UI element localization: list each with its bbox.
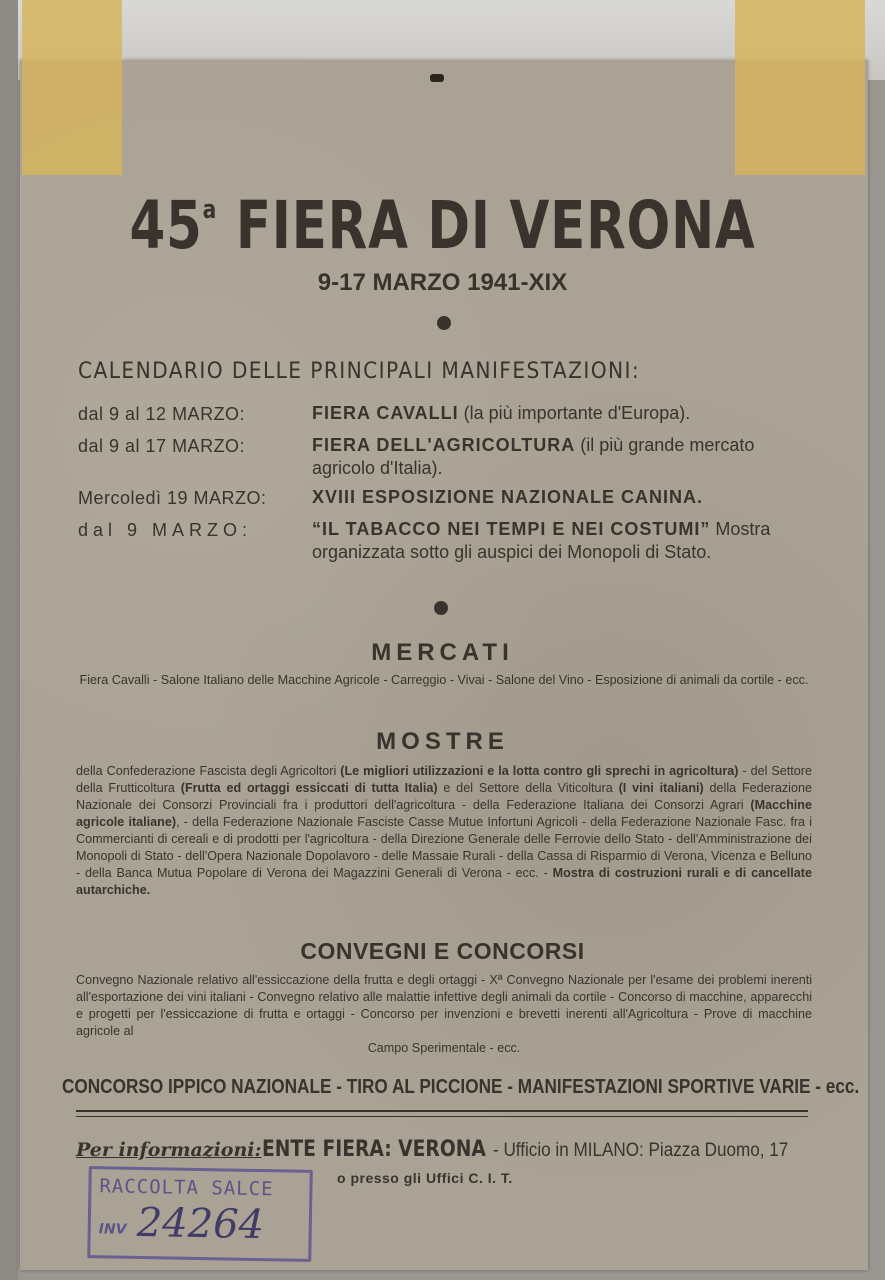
calendar-event: “IL TABACCO NEI TEMPI E NEI COSTUMI” Mostra organizzata sotto gli auspici dei Monopoli di Stato. xyxy=(312,519,771,562)
archive-stamp xyxy=(87,1166,313,1262)
mercati-text: Fiera Cavalli - Salone Italiano delle Macchine Agricole - Carreggio - Vivai - Salone del Vino - Esposizione di animali da cortile - ecc. xyxy=(79,673,809,687)
calendar-event: FIERA DELL'AGRICOLTURA (il più grande mercato agricolo d'Italia). xyxy=(312,435,755,478)
adhesive-tape-right xyxy=(735,0,865,175)
calendar-date-label: dal 9 MARZO: xyxy=(78,520,253,540)
calendar-heading: CALENDARIO DELLE PRINCIPALI MANIFESTAZIONI: xyxy=(78,359,641,384)
pin-hole xyxy=(430,74,444,82)
mostre-heading: MOSTRE xyxy=(376,728,509,755)
divider-rule xyxy=(76,1110,808,1112)
stamp-inv-label: INV xyxy=(98,1221,127,1238)
bullet-ornament xyxy=(437,316,451,330)
convegni-heading: CONVEGNI E CONCORSI xyxy=(300,938,585,964)
poster-title: 45$^a$ FIERA DI VERONA xyxy=(129,187,756,264)
info-presso: o presso gli Uffici C. I. T. xyxy=(337,1170,513,1186)
convegni-text: Convegno Nazionale relativo all'essiccazione della frutta e degli ortaggi - Xª Convegno Nazionale per l'esame dei problemi inerenti all'esportazione dei vini italiani - Convegno relativo alle malattie infettive degli animali da cortile - Concorso di macchine, apparecchi e progetti per l'essiccazione di frutta e ortaggi - Concorso per invenzioni e brevetti inerenti all'Agricoltura - Prove di macchine agricole al Campo Sperimentale - ecc. xyxy=(76,973,812,1055)
calendar-event: XVIII ESPOSIZIONE NAZIONALE CANINA. xyxy=(312,487,704,507)
calendar-event: FIERA CAVALLI (la più importante d'Europa). xyxy=(312,403,691,423)
info-line: Per informazioni:ENTE FIERA: VERONA- Ufficio in MILANO: Piazza Duomo, 17 xyxy=(76,1137,789,1162)
calendar-date-label: dal 9 al 12 MARZO: xyxy=(78,404,246,424)
stamp-inventory-number: 24264 xyxy=(136,1199,265,1249)
mercati-heading: MERCATI xyxy=(371,639,514,666)
calendar-date-label: Mercoledì 19 MARZO: xyxy=(78,488,267,508)
adhesive-tape-left xyxy=(22,0,122,175)
poster-dates: 9-17 MARZO 1941-XIX xyxy=(317,269,568,296)
divider-rule xyxy=(76,1116,808,1117)
concorso-line: CONCORSO IPPICO NAZIONALE - TIRO AL PICCIONE - MANIFESTAZIONI SPORTIVE VARIE - ecc. xyxy=(61,1076,860,1098)
bullet-ornament xyxy=(434,601,448,615)
calendar-date-label: dal 9 al 17 MARZO: xyxy=(78,436,246,456)
stamp-collection-text: RACCOLTA SALCE xyxy=(99,1175,274,1201)
mostre-text: della Confederazione Fascista degli Agricoltori (Le migliori utilizzazioni e la lotta contro gli sprechi in agricoltura) - del Settore della Frutticoltura (Frutta ed ortaggi essiccati di tutta Italia) e del Settore della Viticoltura (I vini italiani) della Federazione Nazionale dei Consorzi Provinciali fra i produttori dell'agricoltura - della Federazione Italiana dei Consorzi Agrari (Macchine agricole italiane), - della Federazione Nazionale Fasciste Casse Mutue Infortuni Agricoli - della Federazione Nazionale Fasc. fra i Commercianti di cereali e di prodotti per l'agricoltura - della Direzione Generale delle Ferrovie dello Stato - dell'Amministrazione dei Monopoli di Stato - dell'Opera Nazionale Dopolavoro - delle Massaie Rurali - della Cassa di Risparmio di Verona, Vicenza e Belluno - della Banca Mutua Popolare di Verona dei Magazzini Generali di Verona - ecc. - Mostra di costruzioni rurali e di cancellate autarchiche. xyxy=(76,764,812,897)
